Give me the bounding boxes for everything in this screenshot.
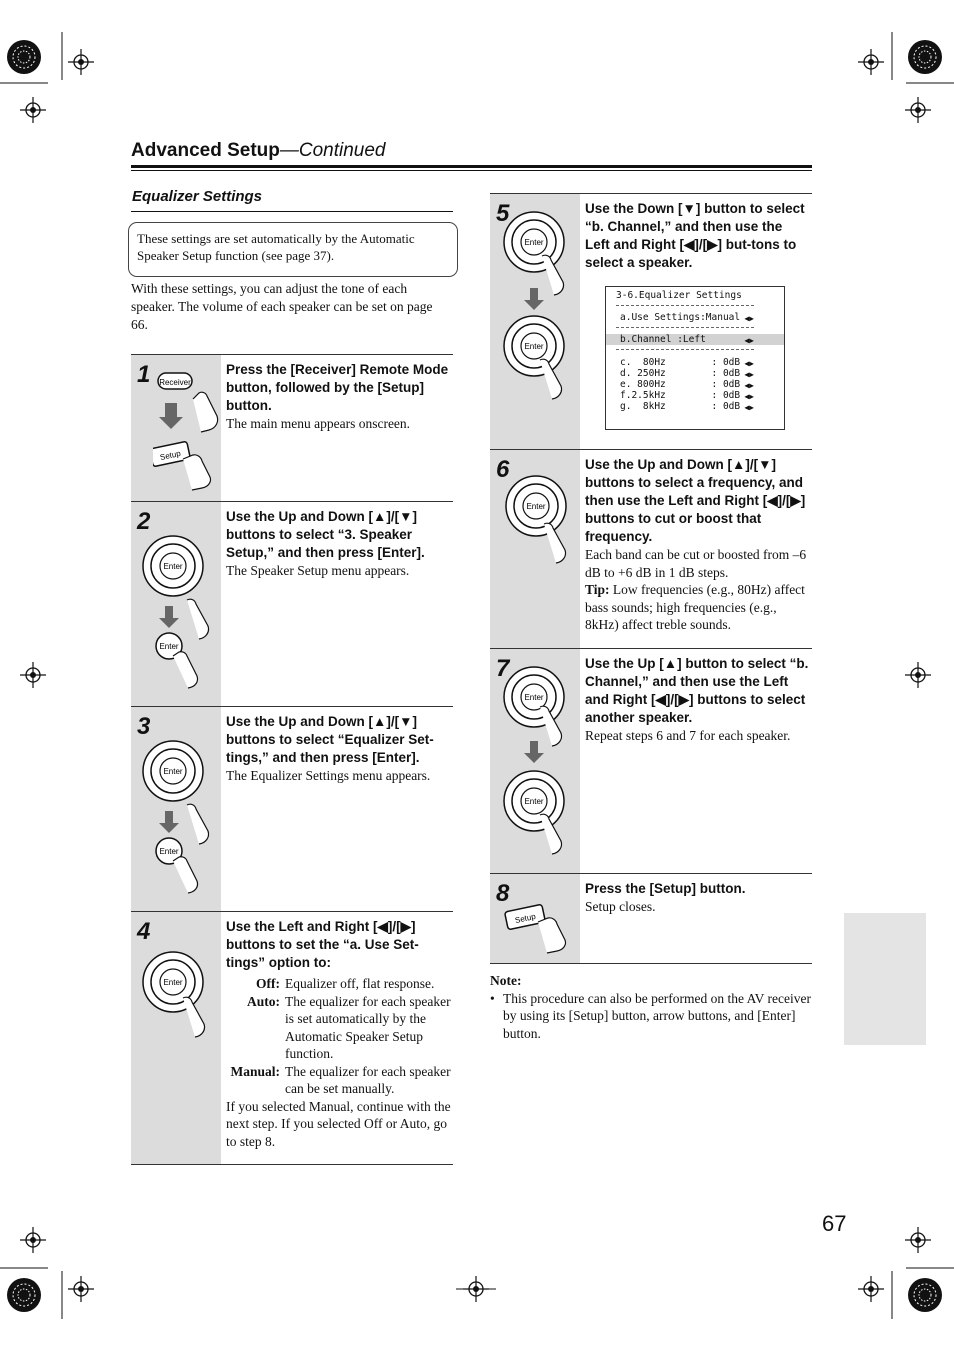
step-instruction: Use the Up [▲] button to select “b. Channel,” and then use the Left and Right [◀]/[▶] buttons to select another speaker.: [585, 656, 809, 725]
left-right-arrow-icon: ◀▶: [744, 336, 754, 345]
step-description: Each band can be cut or boosted from –6 dB to +6 dB in 1 dB steps.: [585, 547, 807, 580]
svg-text:Setup: Setup: [514, 911, 537, 926]
svg-text:Enter: Enter: [159, 642, 179, 651]
step-number: 7: [496, 655, 510, 682]
step-4: [131, 911, 453, 1165]
page-header: [131, 140, 386, 162]
step-number: 1: [137, 361, 151, 388]
section-rule: [131, 211, 453, 212]
step-instruction: Press the [Receiver] Remote Mode button, followed by the [Setup] button.: [226, 362, 449, 413]
enter-dial-icon: [139, 735, 224, 905]
auto-setup-note: These settings are set automatically by the Automatic Speaker Setup function (see page 37).: [128, 222, 458, 277]
step-instruction: Use the Up and Down [▲]/[▼] buttons to select “3. Speaker Setup,” and then press [Enter].: [226, 509, 425, 560]
step-8: [490, 873, 812, 964]
section-title: Equalizer Settings: [132, 188, 263, 205]
step-6: [490, 449, 812, 648]
enter-dial-icon: [498, 472, 583, 582]
step-number: 4: [137, 918, 151, 945]
svg-text:Enter: Enter: [526, 502, 546, 511]
left-column-bottom-rule: [131, 1164, 453, 1165]
option-auto: Auto: The equalizer for each speaker is set automatically by the Automatic Speaker Setup function.: [247, 993, 451, 1061]
left-right-arrow-icon: ◀▶: [744, 403, 754, 412]
setup-button-icon: [502, 900, 580, 960]
step-tip: Tip: Low frequencies (e.g., 80Hz) affect bass sounds; high frequencies (e.g., 8kHz) affect treble sounds.: [585, 582, 805, 632]
left-right-arrow-icon: ◀▶: [744, 370, 754, 379]
header-title: Advanced Setup: [131, 140, 280, 161]
osd-band-e: e. 800Hz : 0dB: [620, 379, 741, 390]
svg-text:Enter: Enter: [163, 562, 183, 571]
step-7: [490, 648, 812, 873]
step-instruction: Use the Up and Down [▲]/[▼] buttons to select “Equalizer Set-tings,” and then press [Enter].: [226, 714, 434, 765]
osd-band-f: f.2.5kHz : 0dB: [620, 390, 741, 401]
header-rule-thin: [131, 170, 812, 171]
header-continued: —Continued: [279, 140, 386, 161]
left-right-arrow-icon: ◀▶: [744, 314, 754, 323]
enter-dial-icon: [139, 530, 224, 700]
osd-band-c: c. 80Hz : 0dB: [620, 357, 741, 368]
enter-dial-icon: [498, 208, 583, 413]
svg-text:Enter: Enter: [163, 767, 183, 776]
osd-band-g: g. 8kHz : 0dB: [620, 401, 741, 412]
step-number: 5: [496, 200, 510, 227]
osd-equalizer-screen: [605, 286, 785, 430]
step-2: [131, 501, 453, 706]
osd-channel-highlighted: b.Channel :Left: [606, 334, 784, 345]
step-number: 6: [496, 456, 510, 483]
option-manual: Manual: The equalizer for each speaker can be set manually.: [230, 1063, 451, 1096]
step-instruction: Press the [Setup] button.: [585, 881, 746, 896]
step-number: 8: [496, 880, 510, 907]
intro-paragraph: With these settings, you can adjust the tone of each speaker. The volume of each speaker can be set on page 66.: [131, 281, 433, 332]
osd-use-settings: a.Use Settings:Manual: [620, 312, 741, 323]
osd-title: 3-6.Equalizer Settings: [616, 290, 742, 301]
note-label: Note:: [490, 973, 522, 988]
option-off: Off: Equalizer off, flat response.: [256, 976, 435, 991]
enter-dial-icon: [139, 948, 224, 1048]
header-rule: [131, 165, 812, 168]
step-description: Repeat steps 6 and 7 for each speaker.: [585, 728, 791, 743]
svg-text:Enter: Enter: [524, 238, 544, 247]
step-description: Setup closes.: [585, 899, 656, 914]
osd-band-d: d. 250Hz : 0dB: [620, 368, 741, 379]
step-number: 3: [137, 713, 151, 740]
note-item: • This procedure can also be performed on the AV receiver by using its [Setup] button, arrow buttons, and [Enter] button.: [490, 990, 812, 1041]
svg-text:Enter: Enter: [524, 693, 544, 702]
step-instruction: Use the Left and Right [◀]/[▶] buttons to set the “a. Use Set-tings” option to:: [226, 919, 419, 970]
step-description: The main menu appears onscreen.: [226, 416, 411, 431]
left-right-arrow-icon: ◀▶: [744, 359, 754, 368]
svg-text:Enter: Enter: [524, 797, 544, 806]
chapter-tab: [844, 913, 926, 1045]
right-column-bottom-rule: [490, 963, 812, 964]
step-number: 2: [137, 508, 151, 535]
step-instruction: Use the Down [▼] button to select “b. Channel,” and then use the Left and Right [◀]/[▶] but-tons to select a speaker.: [585, 201, 805, 270]
step-description: The Equalizer Settings menu appears.: [226, 768, 431, 783]
svg-text:Enter: Enter: [159, 847, 179, 856]
receiver-label: Receiver: [159, 378, 191, 387]
page-number: 67: [822, 1211, 847, 1236]
step-description: The Speaker Setup menu appears.: [226, 563, 410, 578]
svg-text:Enter: Enter: [163, 978, 183, 987]
setup-label: Setup: [159, 448, 182, 463]
left-right-arrow-icon: ◀▶: [744, 381, 754, 390]
svg-text:Enter: Enter: [524, 342, 544, 351]
step-1: [131, 354, 453, 501]
enter-dial-icon: [498, 663, 583, 868]
left-right-arrow-icon: ◀▶: [744, 392, 754, 401]
note-section: [490, 972, 812, 1042]
step-description: If you selected Manual, continue with the next step. If you selected Off or Auto, go to step 8.: [226, 1098, 451, 1149]
step-3: [131, 706, 453, 911]
step-instruction: Use the Up and Down [▲]/[▼] buttons to select a frequency, and then use the Left and Right [◀]/[▶] buttons to cut or boost that frequency.: [585, 457, 806, 544]
receiver-button-icon: [153, 367, 223, 492]
